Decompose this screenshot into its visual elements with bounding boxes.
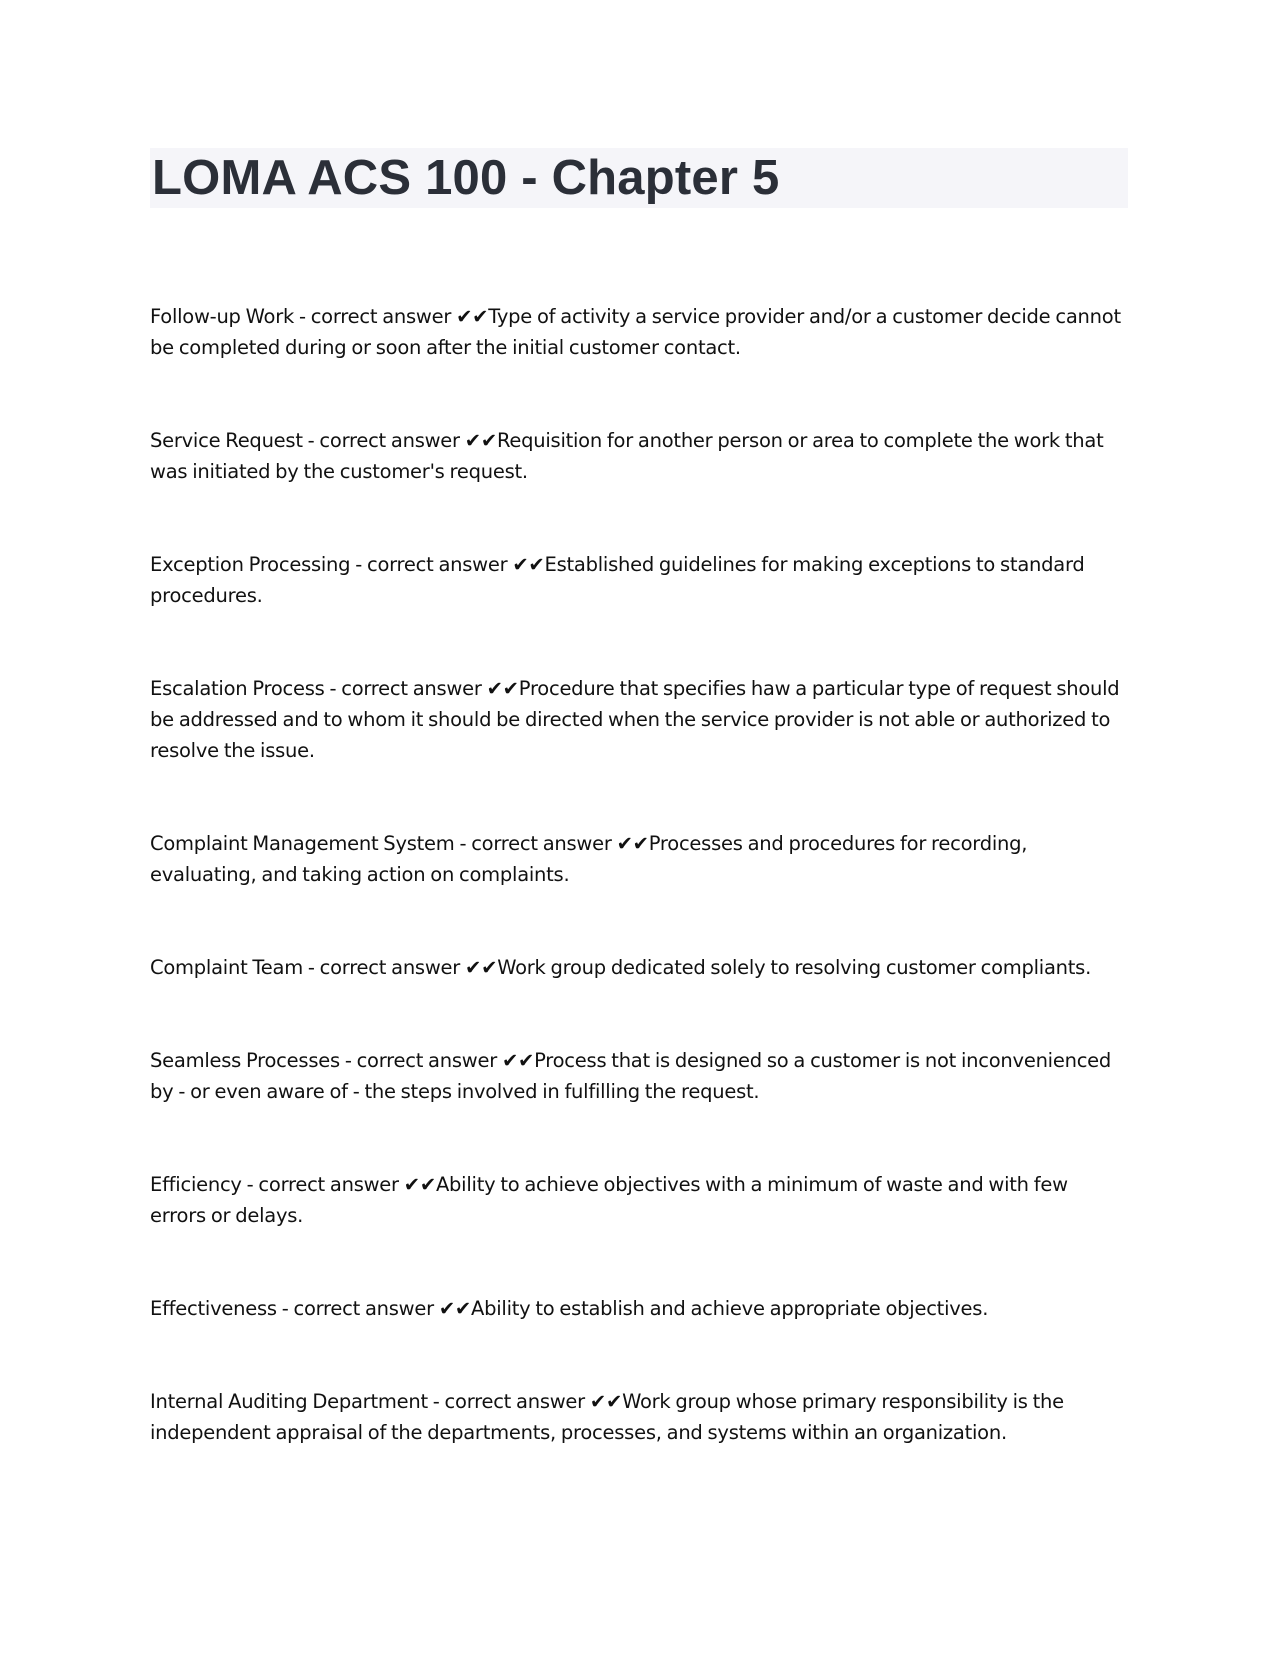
entry-separator: - correct answer	[339, 1049, 502, 1072]
entry-term: Service Request	[150, 429, 303, 452]
entry-definition: Ability to establish and achieve appropriate objectives.	[471, 1297, 989, 1320]
entry-separator: - correct answer	[241, 1173, 404, 1196]
check-mark-icon: ✔✔	[512, 553, 545, 576]
entry-separator: - correct answer	[350, 553, 513, 576]
check-mark-icon: ✔✔	[465, 956, 498, 979]
entry-term: Complaint Team	[150, 956, 303, 979]
entry-term: Escalation Process	[150, 677, 325, 700]
check-mark-icon: ✔✔	[456, 305, 489, 328]
document-page	[150, 148, 1128, 1510]
entry-separator: - correct answer	[302, 956, 465, 979]
entry-separator: - correct answer	[294, 305, 457, 328]
flashcard-entry	[150, 1293, 1128, 1324]
entry-term: Complaint Management System	[150, 832, 455, 855]
check-mark-icon: ✔✔	[589, 1390, 623, 1413]
check-mark-icon: ✔✔	[486, 677, 519, 700]
flashcard-entry	[150, 549, 1128, 611]
flashcard-entry	[150, 1169, 1128, 1231]
entry-separator: - correct answer	[427, 1390, 590, 1413]
entry-term: Exception Processing	[150, 553, 351, 576]
entry-term: Internal Auditing Department	[150, 1390, 428, 1413]
check-mark-icon: ✔✔	[403, 1173, 436, 1196]
entry-definition: Work group dedicated solely to resolving customer compliants.	[497, 956, 1092, 979]
check-mark-icon: ✔✔	[616, 832, 649, 855]
flashcard-list	[150, 301, 1128, 1448]
entry-term: Effectiveness	[150, 1297, 277, 1320]
document-title: LOMA ACS 100 - Chapter 5	[152, 150, 780, 205]
entry-separator: - correct answer	[302, 429, 465, 452]
title-bar	[150, 148, 1128, 208]
flashcard-entry	[150, 1386, 1128, 1448]
entry-separator: - correct answer	[324, 677, 487, 700]
entry-term: Seamless Processes	[150, 1049, 340, 1072]
check-mark-icon: ✔✔	[438, 1297, 472, 1320]
flashcard-entry	[150, 952, 1128, 983]
entry-definition: Type of activity a service provider and/or a customer decide cannot be completed during or soon after the initial customer contact.	[150, 305, 1121, 359]
entry-term: Follow-up Work	[150, 305, 295, 328]
entry-definition: Process that is designed so a customer is not inconvenienced by - or even aware of - the steps involved in fulfilling the request.	[150, 1049, 1112, 1103]
entry-separator: - correct answer	[454, 832, 617, 855]
entry-separator: - correct answer	[276, 1297, 439, 1320]
check-mark-icon: ✔✔	[464, 429, 497, 452]
entry-definition: Ability to achieve objectives with a minimum of waste and with few errors or delays.	[150, 1173, 1068, 1227]
check-mark-icon: ✔✔	[501, 1049, 535, 1072]
entry-definition: Work group whose primary responsibility is the independent appraisal of the departments, processes, and systems within an organization.	[150, 1390, 1064, 1444]
entry-definition: Processes and procedures for recording, evaluating, and taking action on complaints.	[150, 832, 1028, 886]
flashcard-entry	[150, 673, 1128, 766]
entry-definition: Procedure that specifies haw a particular type of request should be addressed and to whom it should be directed when the service provider is not able or authorized to resolve the issue.	[150, 677, 1120, 762]
flashcard-entry	[150, 828, 1128, 890]
flashcard-entry	[150, 301, 1128, 363]
entry-term: Efficiency	[150, 1173, 242, 1196]
entry-definition: Established guidelines for making exceptions to standard procedures.	[150, 553, 1085, 607]
flashcard-entry	[150, 425, 1128, 487]
entry-definition: Requisition for another person or area to complete the work that was initiated by the customer's request.	[150, 429, 1104, 483]
flashcard-entry	[150, 1045, 1128, 1107]
